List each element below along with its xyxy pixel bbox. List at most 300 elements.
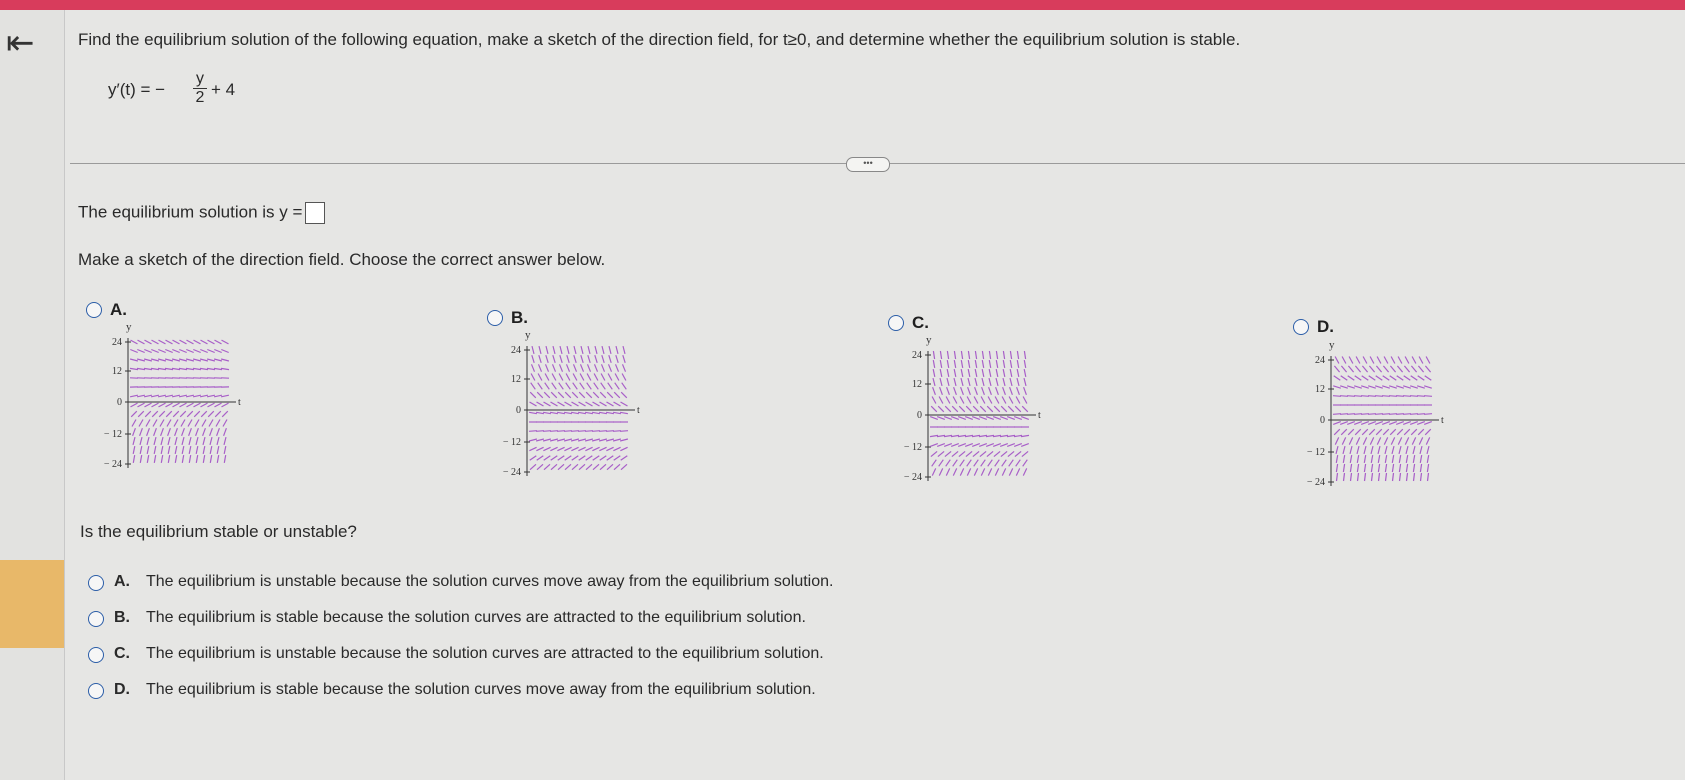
slope-segment: [138, 403, 145, 407]
slope-segment: [938, 451, 944, 456]
slope-segment: [539, 346, 541, 354]
radio-stability-b[interactable]: [88, 611, 104, 627]
slope-segment: [602, 355, 604, 363]
slope-segment: [609, 355, 611, 363]
slope-segment: [1421, 473, 1422, 481]
slope-segment: [980, 451, 986, 456]
slope-segment: [179, 368, 187, 369]
slope-segment: [530, 392, 536, 398]
slope-segment: [161, 437, 163, 445]
slope-segment: [167, 420, 171, 427]
slope-segment: [600, 402, 607, 406]
slope-segment: [1022, 406, 1028, 412]
slope-segment: [1392, 464, 1393, 472]
slope-segment: [175, 446, 177, 454]
direction-field-graph-b: [491, 326, 641, 486]
slope-segment: [586, 402, 593, 406]
slope-segment: [175, 455, 176, 463]
slope-segment: [975, 360, 976, 368]
slope-segment: [1371, 446, 1373, 454]
slope-segment: [623, 364, 626, 371]
slope-segment: [216, 420, 220, 427]
slope-segment: [1362, 366, 1367, 372]
t-axis-label: t: [1441, 415, 1444, 426]
slope-segment: [599, 439, 607, 441]
slope-segment: [559, 374, 563, 381]
slope-segment: [1361, 396, 1369, 397]
slope-segment: [165, 368, 173, 369]
radio-a[interactable]: [86, 302, 102, 318]
slope-segment: [588, 346, 590, 354]
choice-letter-d: D.: [114, 681, 130, 698]
slope-segment: [221, 368, 229, 369]
slope-segment: [572, 392, 578, 398]
slope-segment: [1417, 386, 1425, 388]
radio-stability-d[interactable]: [88, 683, 104, 699]
equation-fraction: [193, 70, 207, 107]
slope-segment: [539, 355, 541, 363]
slope-segment: [1023, 460, 1028, 467]
slope-segment: [982, 387, 985, 395]
slope-segment: [175, 437, 177, 445]
slope-segment: [607, 392, 613, 398]
slope-segment: [160, 420, 164, 427]
slope-segment: [1343, 464, 1344, 472]
slope-segment: [550, 412, 558, 413]
slope-segment: [182, 455, 183, 463]
slope-segment: [1428, 473, 1429, 481]
y-tick-label: 0: [917, 410, 922, 421]
slope-segment: [1424, 386, 1432, 388]
slope-segment: [1406, 446, 1408, 454]
fraction-denominator: 2: [195, 89, 205, 106]
y-tick-label: 12: [1315, 384, 1325, 395]
slope-segment: [1376, 376, 1383, 381]
slope-segment: [567, 346, 569, 354]
slope-segment: [557, 412, 565, 413]
slope-segment: [159, 411, 165, 417]
equilibrium-label: The equilibrium solution is y =: [78, 202, 303, 222]
slope-segment: [224, 446, 226, 454]
slope-segment: [529, 431, 537, 432]
slope-segment: [538, 383, 543, 390]
slope-segment: [144, 368, 152, 369]
slope-segment: [140, 428, 143, 436]
slope-segment: [1357, 464, 1358, 472]
slope-segment: [1404, 366, 1409, 372]
slope-segment: [1411, 429, 1417, 435]
slope-segment: [933, 378, 935, 386]
slope-segment: [203, 437, 205, 445]
slope-segment: [538, 374, 542, 381]
slope-segment: [996, 378, 998, 386]
slope-segment: [1342, 437, 1345, 444]
slope-segment: [145, 340, 152, 344]
slope-segment: [565, 392, 571, 398]
slope-segment: [989, 360, 990, 368]
slope-segment: [557, 439, 565, 441]
radio-d[interactable]: [1293, 319, 1309, 335]
slope-segment: [585, 439, 593, 441]
slope-segment: [1417, 396, 1425, 397]
slope-segment: [1410, 386, 1418, 388]
y-tick-label: 24: [912, 350, 922, 361]
slope-segment: [161, 428, 164, 436]
slope-segment: [933, 351, 934, 359]
equilibrium-answer-input[interactable]: [305, 202, 325, 224]
slope-segment: [550, 431, 558, 432]
equation-lhs: y′(t) = −: [108, 80, 166, 99]
slope-segment: [1375, 422, 1383, 425]
slope-segment: [615, 383, 620, 390]
slope-segment: [217, 437, 219, 445]
slope-segment: [995, 460, 1000, 467]
slope-segment: [168, 437, 170, 445]
slope-segment: [981, 397, 985, 404]
slope-segment: [172, 359, 180, 361]
slope-segment: [1399, 446, 1401, 454]
slope-segment: [937, 417, 945, 420]
radio-c[interactable]: [888, 315, 904, 331]
slope-segment: [606, 431, 614, 432]
slope-segment: [543, 447, 550, 450]
slope-segment: [1413, 464, 1414, 472]
slope-segment: [600, 392, 606, 398]
slope-segment: [1410, 396, 1418, 397]
slope-segment: [1355, 429, 1361, 435]
slope-segment: [1397, 429, 1403, 435]
y-tick-label: − 12: [903, 442, 922, 453]
slope-segment: [588, 364, 591, 371]
slope-segment: [944, 444, 952, 447]
slope-segment: [593, 456, 600, 461]
slope-segment: [609, 364, 612, 371]
slope-segment: [1355, 366, 1360, 372]
slope-segment: [1375, 396, 1383, 397]
slope-segment: [588, 355, 590, 363]
slope-segment: [1427, 455, 1428, 463]
slope-segment: [551, 456, 558, 461]
slope-segment: [953, 397, 957, 404]
slope-segment: [613, 412, 621, 413]
slope-segment: [544, 464, 550, 469]
slope-segment: [1351, 473, 1352, 481]
slope-segment: [1024, 360, 1025, 368]
slope-segment: [1024, 378, 1026, 386]
slope-segment: [1406, 455, 1407, 463]
slope-segment: [1400, 473, 1401, 481]
choice-text-d: The equilibrium is stable because the solution curves move away from the equilibrium solution.: [146, 681, 816, 698]
radio-b[interactable]: [487, 310, 503, 326]
slope-segment: [1348, 366, 1353, 372]
slope-segment: [606, 439, 614, 441]
slope-segment: [586, 456, 593, 461]
stability-choice-c[interactable]: [88, 644, 988, 666]
slope-segment: [140, 437, 142, 445]
slope-segment: [601, 383, 606, 390]
stability-choice-b[interactable]: [88, 608, 988, 630]
slope-segment: [1384, 437, 1387, 444]
slope-segment: [530, 464, 536, 469]
slope-segment: [531, 383, 536, 390]
slope-segment: [1413, 455, 1414, 463]
slope-segment: [1379, 473, 1380, 481]
slope-segment: [621, 402, 628, 406]
slope-segment: [623, 346, 625, 354]
slope-segment: [543, 431, 551, 432]
fraction-numerator: y: [196, 70, 204, 87]
slope-segment: [981, 460, 986, 467]
slope-segment: [531, 374, 535, 381]
slope-segment: [537, 464, 543, 469]
slope-segment: [996, 360, 997, 368]
slope-segment: [224, 428, 227, 436]
slope-segment: [145, 411, 151, 417]
slope-segment: [139, 420, 143, 427]
slope-segment: [1412, 357, 1416, 364]
slope-segment: [1371, 464, 1372, 472]
slope-segment: [1333, 396, 1341, 397]
slope-segment: [1361, 422, 1369, 425]
slope-segment: [614, 464, 620, 469]
slope-segment: [1343, 446, 1345, 454]
slope-segment: [954, 378, 956, 386]
slope-segment: [151, 368, 159, 369]
slope-segment: [179, 395, 187, 397]
slope-segment: [1340, 422, 1348, 425]
slope-segment: [614, 392, 620, 398]
slope-segment: [201, 340, 208, 344]
radio-stability-c[interactable]: [88, 647, 104, 663]
slope-segment: [545, 374, 549, 381]
slope-segment: [607, 402, 614, 406]
slope-segment: [529, 412, 537, 413]
choice-text-a: The equilibrium is unstable because the solution curves move away from the equilibrium solution.: [146, 573, 834, 590]
slope-segment: [537, 402, 544, 406]
slope-segment: [1015, 406, 1021, 412]
slope-segment: [988, 460, 993, 467]
slope-segment: [1003, 378, 1005, 386]
slope-segment: [939, 397, 943, 404]
slope-segment: [621, 392, 627, 398]
slope-segment: [1354, 414, 1362, 415]
slope-segment: [532, 355, 534, 363]
slope-segment: [186, 350, 193, 353]
slope-segment: [995, 397, 999, 404]
slope-segment: [551, 464, 557, 469]
slope-segment: [181, 420, 185, 427]
slope-segment: [130, 350, 137, 353]
slope-segment: [967, 460, 972, 467]
slope-segment: [1336, 455, 1337, 463]
slope-segment: [553, 346, 555, 354]
slope-segment: [973, 406, 979, 412]
slope-segment: [138, 340, 145, 344]
stability-prompt: Is the equilibrium stable or unstable?: [80, 522, 357, 541]
slope-segment: [1382, 414, 1390, 415]
slope-segment: [599, 412, 607, 413]
slope-segment: [1368, 396, 1376, 397]
slope-segment: [1007, 417, 1015, 420]
slope-segment: [1411, 376, 1418, 381]
slope-segment: [1386, 473, 1387, 481]
slope-segment: [1424, 414, 1432, 415]
slope-segment: [1425, 429, 1431, 435]
slope-segment: [1364, 446, 1366, 454]
slope-segment: [958, 435, 966, 436]
slope-segment: [1024, 369, 1026, 377]
direction-field-svg: [491, 326, 641, 481]
slope-segment: [585, 431, 593, 432]
option-letter-d: D.: [1317, 317, 1334, 336]
slope-segment: [996, 351, 997, 359]
back-to-start-icon[interactable]: ⇤: [6, 24, 35, 62]
slope-segment: [210, 437, 212, 445]
slope-segment: [194, 340, 201, 344]
slope-segment: [580, 374, 584, 381]
slope-segment: [565, 464, 571, 469]
slope-segment: [209, 420, 213, 427]
slope-segment: [138, 411, 144, 417]
slope-segment: [158, 368, 166, 369]
y-tick-label: 24: [112, 337, 122, 348]
slope-segment: [1021, 444, 1029, 447]
slope-segment: [573, 374, 577, 381]
slope-segment: [558, 402, 565, 406]
slope-segment: [574, 364, 577, 371]
slope-segment: [946, 397, 950, 404]
slope-segment: [623, 355, 625, 363]
radio-stability-a[interactable]: [88, 575, 104, 591]
slope-segment: [552, 383, 557, 390]
slope-segment: [965, 417, 973, 420]
slope-segment: [182, 446, 184, 454]
slope-segment: [567, 355, 569, 363]
slope-segment: [592, 412, 600, 413]
slope-segment: [975, 387, 978, 395]
slope-segment: [622, 374, 626, 381]
slope-segment: [933, 360, 934, 368]
slope-segment: [1412, 437, 1415, 444]
slope-segment: [543, 439, 551, 441]
slope-segment: [172, 395, 180, 397]
slope-segment: [154, 437, 156, 445]
slope-segment: [594, 383, 599, 390]
slope-segment: [1340, 396, 1348, 397]
slope-segment: [1009, 397, 1013, 404]
slope-segment: [573, 383, 578, 390]
slope-segment: [1354, 396, 1362, 397]
slope-segment: [203, 428, 206, 436]
slope-segment: [153, 420, 157, 427]
slope-segment: [1375, 386, 1383, 388]
slope-segment: [940, 351, 941, 359]
slope-segment: [193, 350, 200, 353]
slope-segment: [180, 403, 187, 407]
more-button[interactable]: •••: [846, 157, 890, 172]
slope-segment: [1420, 464, 1421, 472]
slope-segment: [620, 412, 628, 413]
slope-segment: [960, 460, 965, 467]
slope-segment: [193, 359, 201, 361]
slope-segment: [550, 447, 557, 450]
y-tick-label: − 24: [103, 459, 122, 470]
slope-segment: [580, 383, 585, 390]
choice-letter-a: A.: [114, 573, 130, 590]
slope-segment: [1334, 429, 1340, 435]
t-axis-label: t: [238, 397, 241, 408]
slope-segment: [195, 420, 199, 427]
slope-segment: [1419, 437, 1422, 444]
slope-segment: [1003, 369, 1005, 377]
slope-segment: [154, 446, 156, 454]
slope-segment: [1389, 414, 1397, 415]
slope-segment: [989, 351, 990, 359]
slope-segment: [222, 340, 229, 344]
slope-segment: [224, 437, 226, 445]
slope-segment: [1010, 360, 1011, 368]
slope-segment: [939, 460, 944, 467]
slope-segment: [951, 417, 959, 420]
slope-segment: [988, 468, 991, 475]
stability-choice-d[interactable]: [88, 680, 988, 702]
slope-segment: [214, 350, 221, 353]
slope-segment: [937, 444, 945, 447]
slope-segment: [1396, 396, 1404, 397]
slope-segment: [546, 355, 548, 363]
stability-choice-a[interactable]: [88, 572, 988, 594]
slope-segment: [1426, 357, 1430, 364]
y-tick-label: 24: [511, 345, 521, 356]
slope-segment: [599, 447, 606, 450]
slope-segment: [200, 368, 208, 369]
slope-segment: [1017, 360, 1018, 368]
slope-segment: [1021, 435, 1029, 436]
slope-segment: [601, 374, 605, 381]
slope-segment: [144, 395, 152, 397]
slope-segment: [571, 447, 578, 450]
slope-segment: [606, 447, 613, 450]
slope-segment: [1425, 366, 1430, 372]
slope-segment: [982, 351, 983, 359]
slope-segment: [151, 395, 159, 397]
slope-segment: [217, 446, 219, 454]
slope-segment: [1008, 451, 1014, 456]
slope-segment: [1377, 437, 1380, 444]
slope-segment: [165, 395, 173, 397]
slope-segment: [579, 402, 586, 406]
slope-segment: [182, 437, 184, 445]
y-tick-label: 0: [117, 397, 122, 408]
slope-segment: [1357, 455, 1358, 463]
slope-segment: [1361, 414, 1369, 415]
slope-segment: [986, 435, 994, 436]
slope-segment: [187, 340, 194, 344]
slope-segment: [1023, 397, 1027, 404]
slope-segment: [532, 364, 535, 371]
slope-segment: [133, 428, 136, 436]
slope-segment: [1376, 366, 1381, 372]
slope-segment: [993, 417, 1001, 420]
slope-segment: [988, 397, 992, 404]
slope-segment: [621, 464, 627, 469]
slope-segment: [1356, 437, 1359, 444]
slope-segment: [1414, 473, 1415, 481]
slope-segment: [1017, 387, 1020, 395]
slope-segment: [592, 431, 600, 432]
slope-segment: [551, 392, 557, 398]
slope-segment: [607, 464, 613, 469]
